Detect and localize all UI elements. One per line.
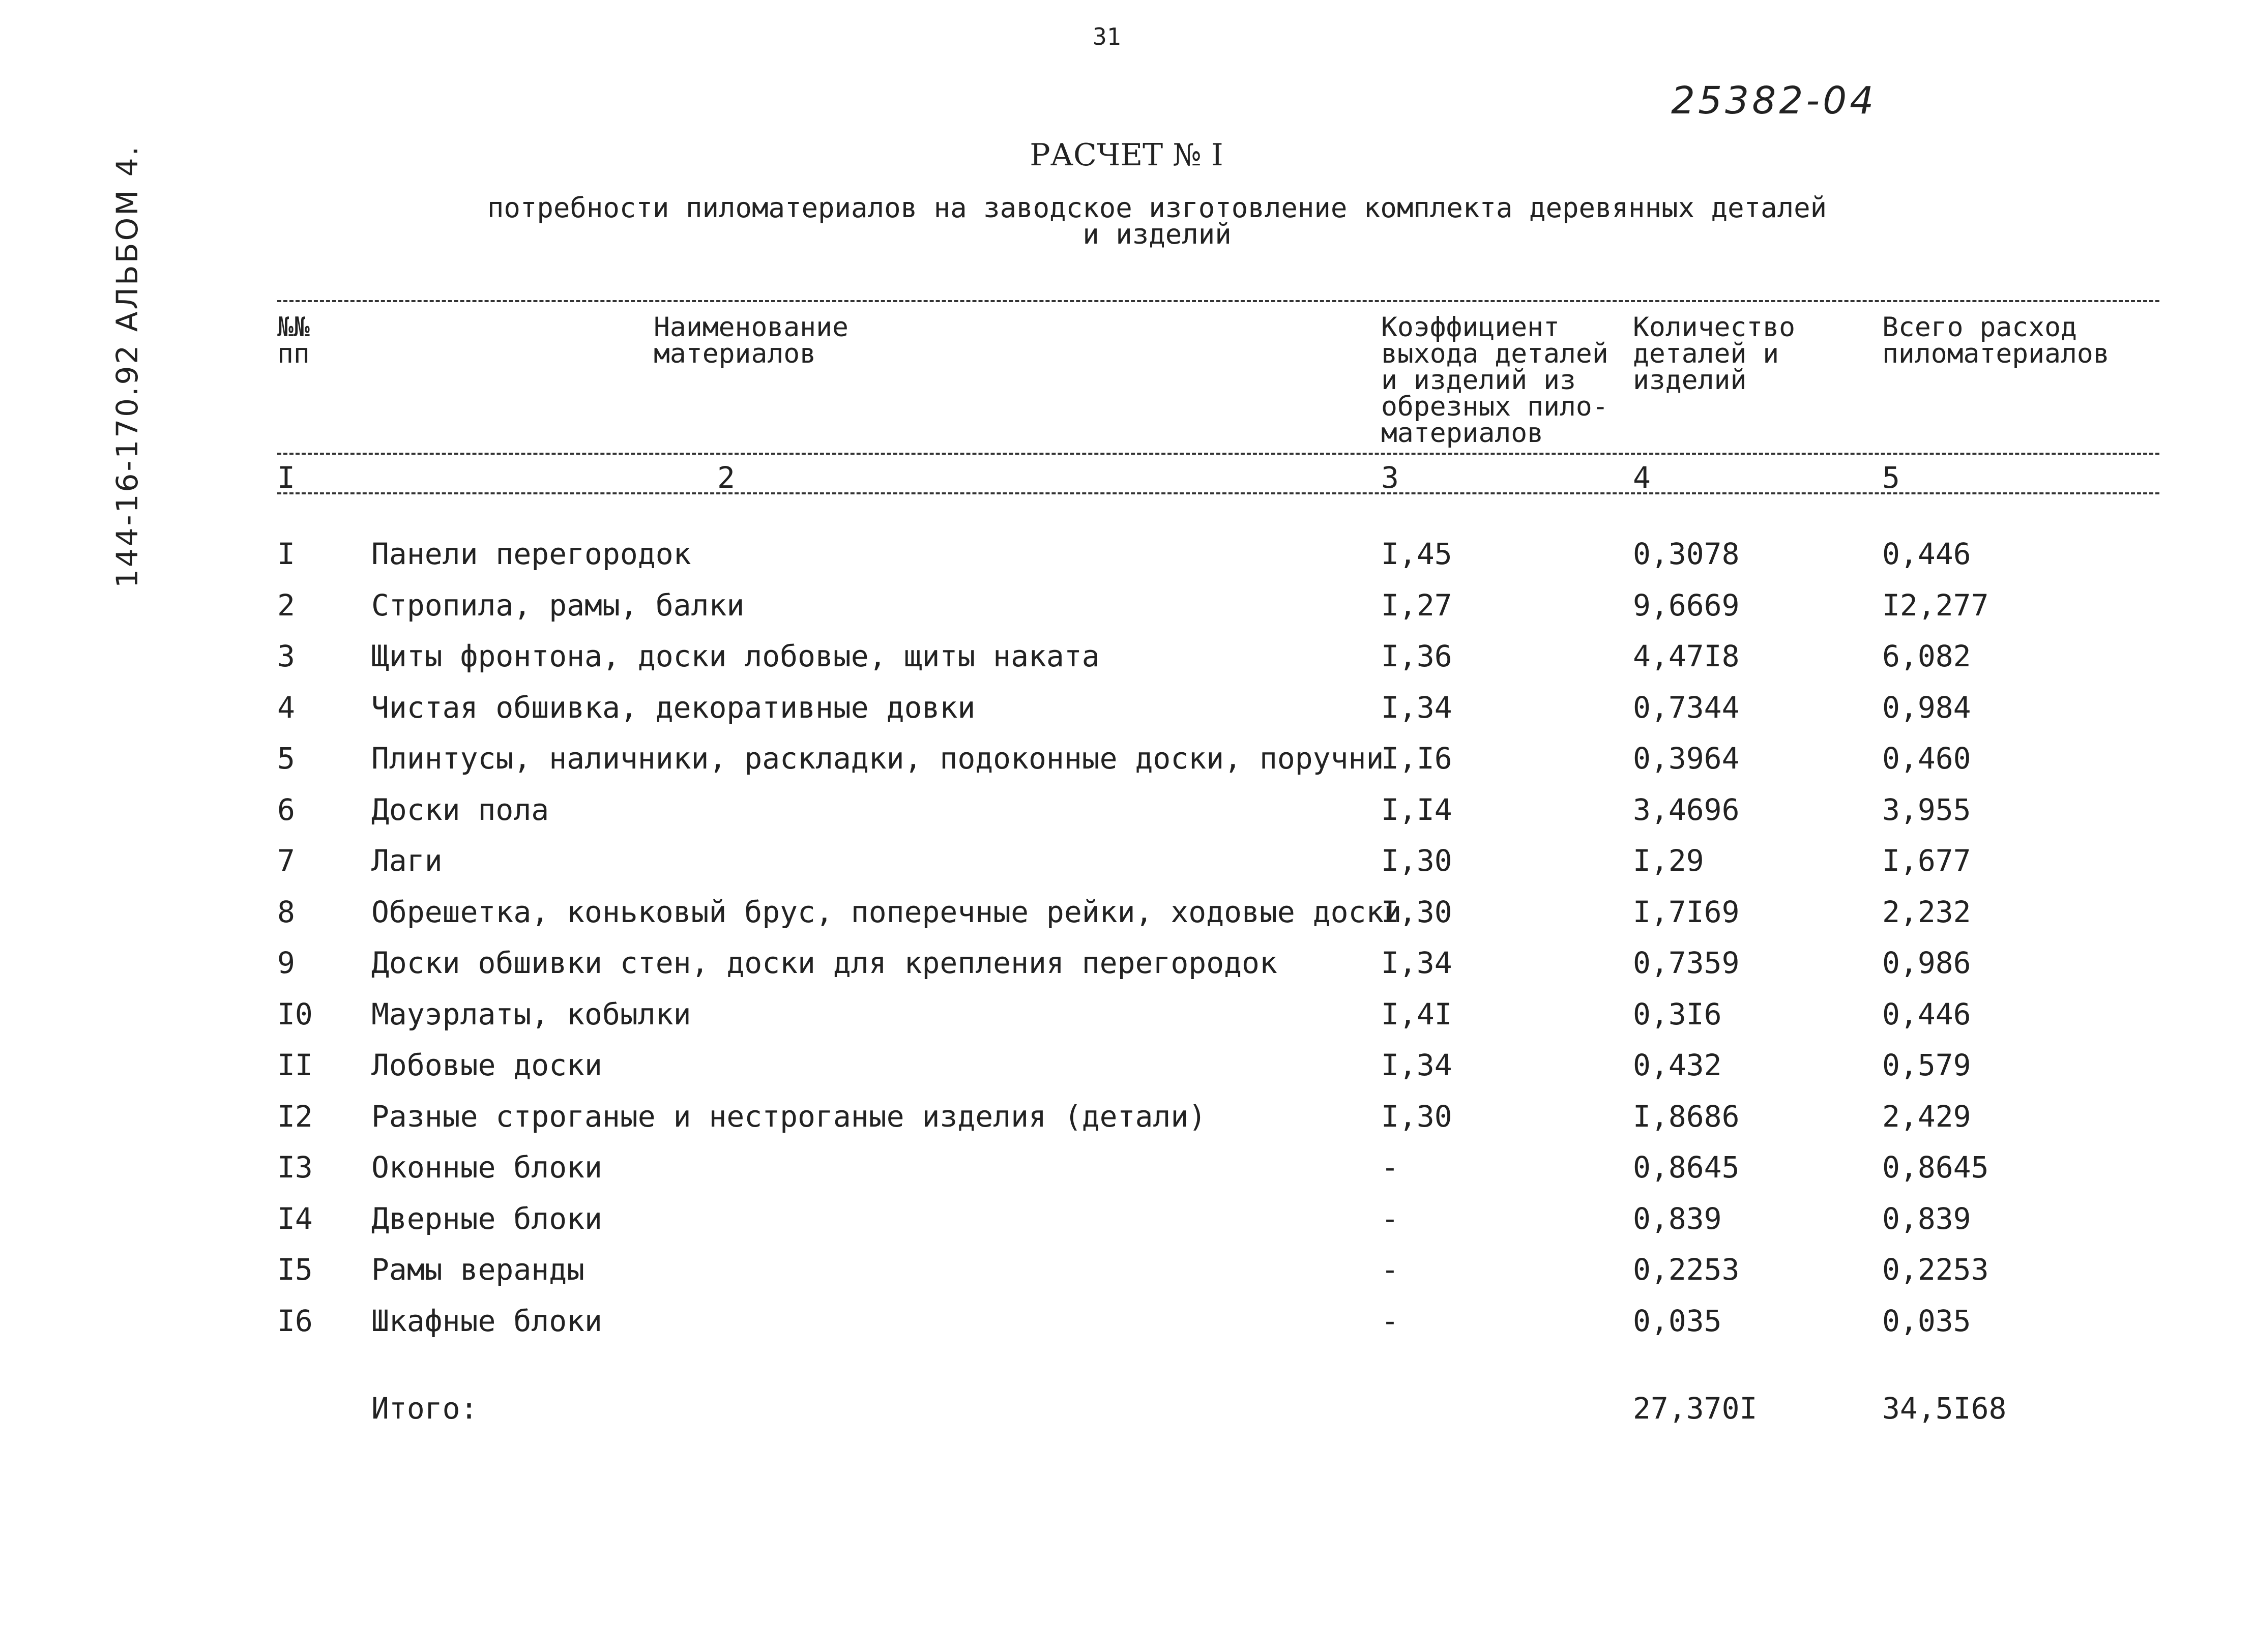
row-coefficient: - <box>1381 1304 1399 1338</box>
row-number: 3 <box>277 639 295 673</box>
row-number: I3 <box>277 1150 313 1185</box>
row-number: I2 <box>277 1099 313 1134</box>
row-coefficient: - <box>1381 1201 1399 1236</box>
row-total: 0,446 <box>1882 537 1971 571</box>
row-material-name: Лаги <box>371 843 443 878</box>
row-material-name: Доски обшивки стен, доски для крепления перегородок <box>371 946 1277 980</box>
header-quantity: Количество деталей и изделий <box>1633 312 1796 396</box>
row-coefficient: I,30 <box>1381 843 1452 878</box>
row-coefficient: I,4I <box>1381 997 1452 1031</box>
row-coefficient: I,30 <box>1381 1099 1452 1134</box>
row-quantity: 3,4696 <box>1633 792 1740 827</box>
row-quantity: 0,7359 <box>1633 946 1740 980</box>
row-number: II <box>277 1048 313 1082</box>
row-material-name: Плинтусы, наличники, раскладки, подоконные доски, поручни <box>371 741 1384 776</box>
row-coefficient: - <box>1381 1252 1399 1287</box>
row-material-name: Шкафные блоки <box>371 1304 602 1338</box>
row-coefficient: - <box>1381 1150 1399 1185</box>
row-quantity: 0,2253 <box>1633 1252 1740 1287</box>
row-quantity: 0,839 <box>1633 1201 1722 1236</box>
row-total: 0,986 <box>1882 946 1971 980</box>
row-coefficient: I,36 <box>1381 639 1452 673</box>
row-quantity: 0,3I6 <box>1633 997 1722 1031</box>
row-coefficient: I,I6 <box>1381 741 1452 776</box>
row-number: I4 <box>277 1201 313 1236</box>
row-number: I0 <box>277 997 313 1031</box>
row-material-name: Разные строганые и нестроганые изделия (детали) <box>371 1099 1207 1134</box>
header-coefficient: Коэффициент выхода деталей и изделий из обрезных пило- материалов <box>1381 312 1608 449</box>
column-numbers-rule <box>277 492 2159 494</box>
row-quantity: 4,47I8 <box>1633 639 1740 673</box>
subtitle-line-2: и изделий <box>1082 218 1232 250</box>
document-code: 25382-04 <box>1671 79 1877 123</box>
row-total: I2,277 <box>1882 588 1989 623</box>
row-quantity: 0,8645 <box>1633 1150 1740 1185</box>
row-total: 6,082 <box>1882 639 1971 673</box>
row-material-name: Дверные блоки <box>371 1201 602 1236</box>
row-number: 8 <box>277 895 295 929</box>
row-total: 3,955 <box>1882 792 1971 827</box>
column-number-3: 3 <box>1381 460 1399 495</box>
row-number: 4 <box>277 690 295 725</box>
row-material-name: Обрешетка, коньковый брус, поперечные рейки, ходовые доски <box>371 895 1402 929</box>
row-material-name: Чистая обшивка, декоративные довки <box>371 690 976 725</box>
row-total: 0,035 <box>1882 1304 1971 1338</box>
row-quantity: 9,6669 <box>1633 588 1740 623</box>
row-quantity: I,8686 <box>1633 1099 1740 1134</box>
header-bottom-rule <box>277 453 2159 455</box>
side-stamp: 144-16-170.92 АЛЬБОМ 4. <box>110 144 144 588</box>
row-number: I5 <box>277 1252 313 1287</box>
total-sum: 34,5I68 <box>1882 1391 2007 1426</box>
row-coefficient: I,45 <box>1381 537 1452 571</box>
row-coefficient: I,30 <box>1381 895 1452 929</box>
row-number: 9 <box>277 946 295 980</box>
row-total: 0,8645 <box>1882 1150 1989 1185</box>
row-total: 0,2253 <box>1882 1252 1989 1287</box>
row-coefficient: I,34 <box>1381 690 1452 725</box>
row-material-name: Доски пола <box>371 792 549 827</box>
row-material-name: Рамы веранды <box>371 1252 585 1287</box>
row-coefficient: I,27 <box>1381 588 1452 623</box>
row-total: I,677 <box>1882 843 1971 878</box>
subtitle-line-1: потребности пиломатериалов на заводское изготовление комплекта деревянных деталей <box>487 192 1827 224</box>
row-coefficient: I,I4 <box>1381 792 1452 827</box>
row-quantity: 0,7344 <box>1633 690 1740 725</box>
row-quantity: 0,3078 <box>1633 537 1740 571</box>
row-total: 0,984 <box>1882 690 1971 725</box>
row-material-name: Мауэрлаты, кобылки <box>371 997 691 1031</box>
row-number: 2 <box>277 588 295 623</box>
row-total: 0,460 <box>1882 741 1971 776</box>
header-number: №№ пп <box>277 312 310 369</box>
page-number: 31 <box>1093 23 1121 50</box>
row-number: I <box>277 537 295 571</box>
row-material-name: Лобовые доски <box>371 1048 602 1082</box>
table-top-rule <box>277 300 2159 302</box>
row-quantity: 0,035 <box>1633 1304 1722 1338</box>
row-number: 5 <box>277 741 295 776</box>
column-number-5: 5 <box>1882 460 1900 495</box>
row-total: 0,446 <box>1882 997 1971 1031</box>
total-label: Итого: <box>371 1391 478 1426</box>
document-title: РАСЧЕТ № I <box>1030 137 1223 173</box>
row-quantity: I,29 <box>1633 843 1704 878</box>
row-total: 0,839 <box>1882 1201 1971 1236</box>
header-name: Наименование материалов <box>654 312 848 369</box>
row-number: I6 <box>277 1304 313 1338</box>
row-material-name: Щиты фронтона, доски лобовые, щиты наката <box>371 639 1100 673</box>
column-number-1: I <box>277 460 295 495</box>
row-material-name: Стропила, рамы, балки <box>371 588 745 623</box>
row-quantity: 0,432 <box>1633 1048 1722 1082</box>
row-material-name: Панели перегородок <box>371 537 691 571</box>
row-coefficient: I,34 <box>1381 946 1452 980</box>
column-number-2: 2 <box>717 460 735 495</box>
header-total: Всего расход пиломатериалов <box>1882 312 2110 369</box>
row-coefficient: I,34 <box>1381 1048 1452 1082</box>
row-quantity: 0,3964 <box>1633 741 1740 776</box>
row-number: 7 <box>277 843 295 878</box>
row-total: 2,429 <box>1882 1099 1971 1134</box>
row-material-name: Оконные блоки <box>371 1150 602 1185</box>
row-total: 0,579 <box>1882 1048 1971 1082</box>
row-quantity: I,7I69 <box>1633 895 1740 929</box>
document-subtitle <box>0 192 2253 250</box>
column-number-4: 4 <box>1633 460 1651 495</box>
row-number: 6 <box>277 792 295 827</box>
row-total: 2,232 <box>1882 895 1971 929</box>
total-quantity: 27,370I <box>1633 1391 1758 1426</box>
